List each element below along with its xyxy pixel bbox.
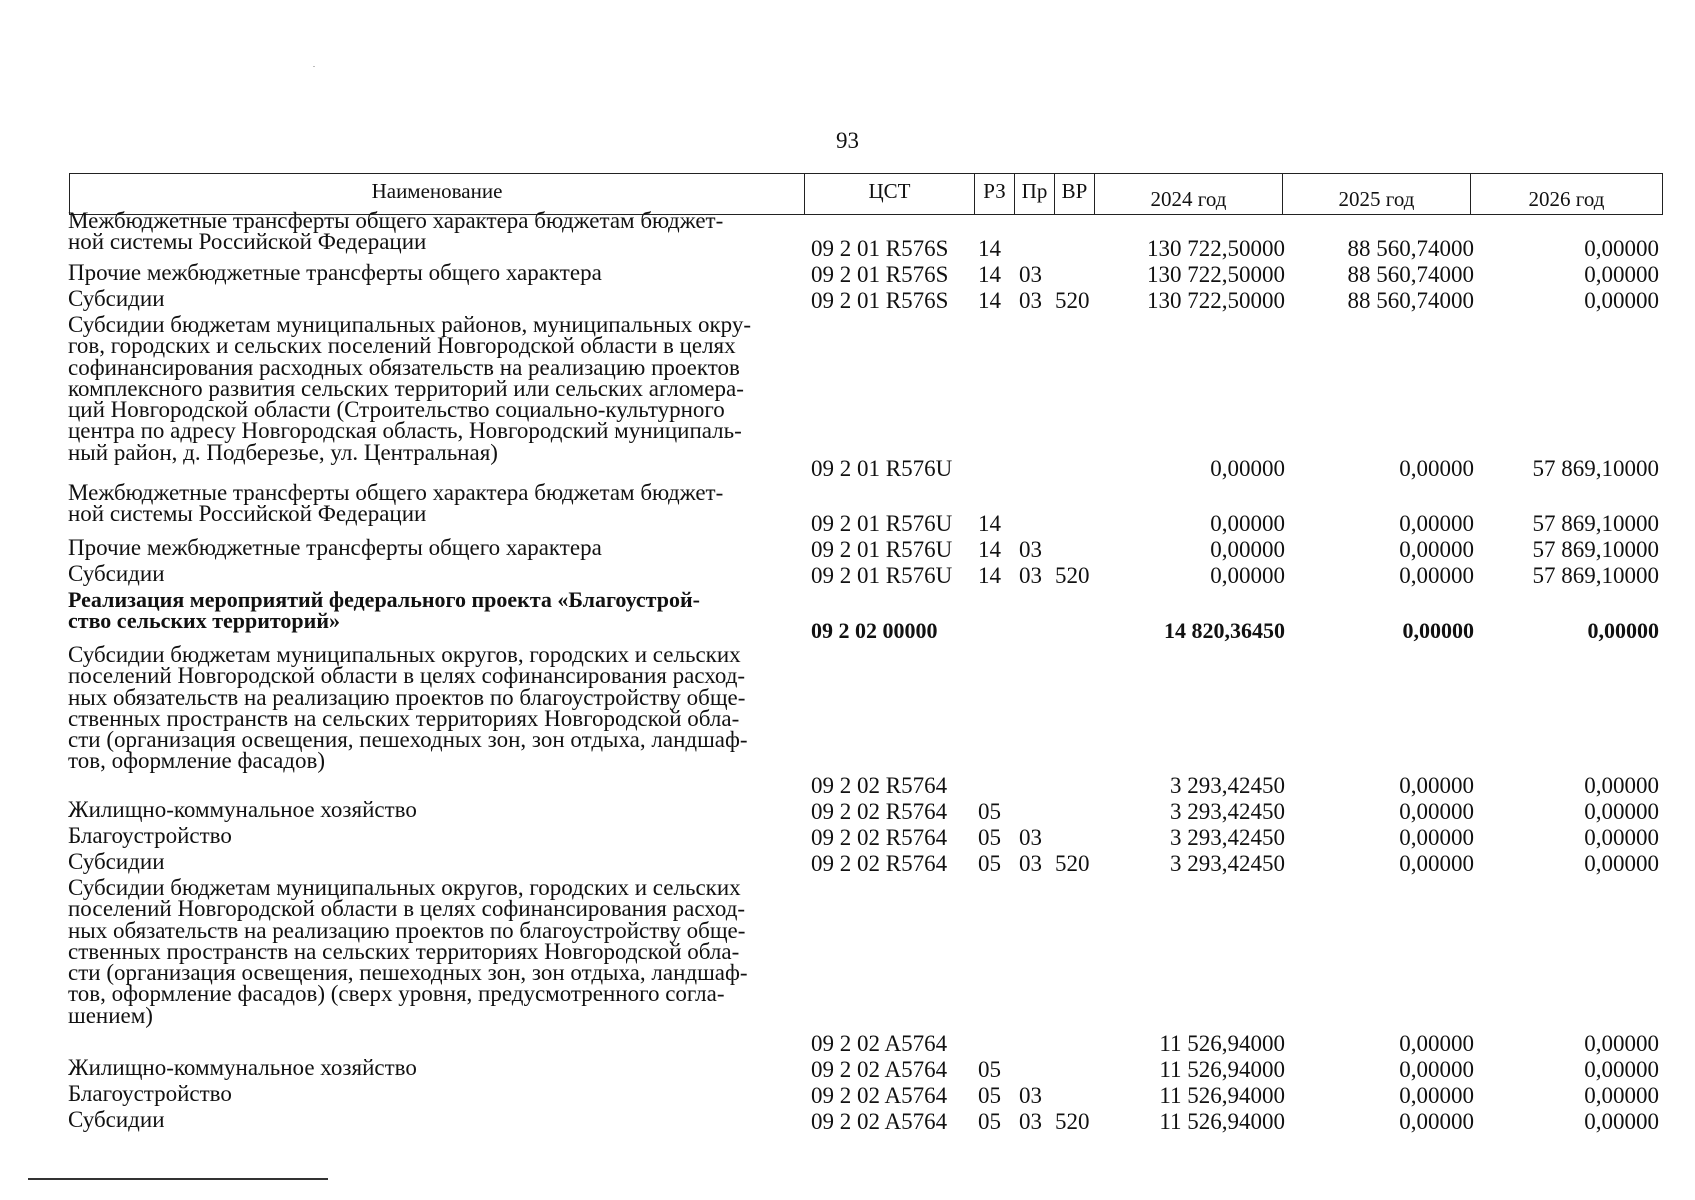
cell-y2024: 3 293,42450: [1170, 799, 1285, 824]
row-name: [68, 877, 798, 1026]
cell-y2025: 0,00000: [1399, 511, 1474, 536]
row-values: [0, 537, 1695, 563]
header-2024-label: 2024 год: [1150, 187, 1227, 211]
cell-rz: 05: [978, 799, 1001, 824]
cell-y2024: 11 526,94000: [1159, 1109, 1285, 1134]
cell-y2024: 3 293,42450: [1170, 851, 1285, 876]
cell-y2025: 0,00000: [1399, 563, 1474, 588]
row-name-line: Субсидии: [68, 1107, 165, 1132]
cell-rz: 14: [978, 537, 1001, 562]
cell-y2025: 0,00000: [1399, 851, 1474, 876]
row-name-line: тов, оформление фасадов): [68, 748, 326, 774]
row-name-line: Благоустройство: [68, 823, 232, 848]
cell-rz: 05: [978, 825, 1001, 850]
cell-cst: 09 2 02 A5764: [811, 1109, 948, 1134]
cell-pr: 03: [1019, 288, 1042, 313]
table-row: [0, 563, 1695, 589]
row-values: [0, 262, 1695, 288]
table-row: [0, 537, 1695, 563]
row-values: [0, 825, 1695, 851]
cell-y2024: 130 722,50000: [1147, 236, 1285, 261]
row-name-line: Субсидии: [68, 849, 165, 874]
header-rz-label: РЗ: [983, 179, 1006, 203]
table-row: [0, 825, 1695, 851]
cell-y2024: 11 526,94000: [1159, 1057, 1285, 1082]
cell-y2025: 88 560,74000: [1347, 262, 1474, 287]
row-name-line: Прочие межбюджетные трансферты общего характера: [68, 260, 602, 285]
cell-cst: 09 2 02 A5764: [811, 1057, 948, 1082]
row-values: [0, 563, 1695, 589]
cell-vr: 520: [1055, 1109, 1090, 1134]
cell-y2025: 0,00000: [1399, 799, 1474, 824]
cell-vr: 520: [1055, 563, 1090, 588]
cell-rz: 05: [978, 1057, 1001, 1082]
row-name-line: ственных пространств на сельских территориях Новгородской обла-: [68, 938, 740, 964]
cell-pr: 03: [1019, 537, 1042, 562]
cell-cst: 09 2 02 R5764: [811, 773, 948, 798]
cell-vr: 520: [1055, 288, 1090, 313]
row-name-line: поселений Новгородской области в целях софинансирования расход-: [68, 896, 746, 922]
row-values: [0, 1109, 1695, 1135]
table-row: [0, 482, 1695, 537]
cell-y2025: 0,00000: [1399, 1031, 1474, 1056]
cell-pr: 03: [1019, 262, 1042, 287]
row-name-line: Субсидии бюджетам муниципальных округов, городских и сельских: [68, 875, 741, 900]
cell-y2024: 11 526,94000: [1159, 1083, 1285, 1108]
cell-rz: 14: [978, 563, 1001, 588]
cell-y2026: 57 869,10000: [1532, 537, 1659, 562]
row-name-line: Субсидии: [68, 561, 165, 586]
cell-y2024: 14 820,36450: [1164, 618, 1285, 643]
table-row: [0, 262, 1695, 288]
cell-y2024: 0,00000: [1210, 563, 1285, 588]
cell-y2026: 57 869,10000: [1532, 456, 1659, 481]
cell-y2024: 0,00000: [1210, 537, 1285, 562]
row-name-line: ной системы Российской Федерации: [68, 229, 427, 255]
table-row: [0, 877, 1695, 1057]
cell-pr: 03: [1019, 851, 1042, 876]
row-values: [0, 618, 1695, 644]
cell-cst: 09 2 02 R5764: [811, 851, 948, 876]
cell-y2026: 0,00000: [1587, 618, 1659, 643]
cell-cst: 09 2 02 A5764: [811, 1083, 948, 1108]
row-name-line: центра по адресу Новгородская область, Новгородский муниципаль-: [68, 418, 742, 444]
cell-cst: 09 2 01 R576U: [811, 563, 953, 588]
header-pr-label: Пр: [1021, 179, 1048, 203]
cell-y2025: 0,00000: [1399, 1083, 1474, 1108]
row-name-line: ственных пространств на сельских территориях Новгородской обла-: [68, 705, 740, 731]
table-row: [0, 288, 1695, 314]
cell-y2025: 0,00000: [1399, 825, 1474, 850]
cell-y2026: 0,00000: [1584, 851, 1659, 876]
row-values: [0, 799, 1695, 825]
row-values: [0, 1083, 1695, 1109]
table-row: [0, 314, 1695, 482]
cell-y2025: 0,00000: [1399, 773, 1474, 798]
cell-y2024: 11 526,94000: [1159, 1031, 1285, 1056]
cell-y2025: 88 560,74000: [1347, 288, 1474, 313]
cell-rz: 14: [978, 511, 1001, 536]
cell-cst: 09 2 02 R5764: [811, 825, 948, 850]
cell-y2025: 0,00000: [1399, 1057, 1474, 1082]
cell-y2026: 0,00000: [1584, 288, 1659, 313]
row-name-line: ций Новгородской области (Строительство социально-культурного: [68, 397, 725, 423]
row-name-line: Межбюджетные трансферты общего характера бюджетам бюджет-: [68, 480, 724, 505]
row-name-line: Благоустройство: [68, 1081, 232, 1106]
row-name: [68, 314, 798, 463]
cell-y2025: 0,00000: [1399, 456, 1474, 481]
cell-cst: 09 2 01 R576S: [811, 288, 949, 313]
header-vr-label: ВР: [1061, 179, 1088, 203]
cell-rz: 14: [978, 236, 1001, 261]
row-name-line: софинансирования расходных обязательств на реализацию проектов: [68, 354, 740, 380]
cell-cst: 09 2 02 00000: [811, 618, 938, 643]
cell-y2026: 0,00000: [1584, 773, 1659, 798]
cell-pr: 03: [1019, 563, 1042, 588]
cell-y2026: 57 869,10000: [1532, 563, 1659, 588]
cell-y2026: 0,00000: [1584, 236, 1659, 261]
row-name-line: ных обязательств на реализацию проектов по благоустройству обще-: [68, 917, 746, 943]
cell-y2024: 0,00000: [1210, 511, 1285, 536]
row-values: [0, 1057, 1695, 1083]
row-values: [0, 851, 1695, 877]
cell-cst: 09 2 01 R576S: [811, 236, 949, 261]
cell-y2024: 130 722,50000: [1147, 262, 1285, 287]
cell-y2025: 88 560,74000: [1347, 236, 1474, 261]
cell-y2026: 0,00000: [1584, 1109, 1659, 1134]
row-values: [0, 236, 1695, 262]
row-name-line: сти (организация освещения, пешеходных зон, зон отдыха, ландшаф-: [68, 960, 748, 986]
cell-y2024: 3 293,42450: [1170, 825, 1285, 850]
row-values: [0, 773, 1695, 799]
row-name-line: Субсидии бюджетам муниципальных округов, городских и сельских: [68, 642, 741, 667]
row-name-line: Субсидии бюджетам муниципальных районов, муниципальных окру-: [68, 312, 752, 337]
table-row: [0, 589, 1695, 644]
table-row: [0, 1083, 1695, 1109]
cell-cst: 09 2 02 A5764: [811, 1031, 948, 1056]
row-name-line: тов, оформление фасадов) (сверх уровня, предусмотренного согла-: [68, 981, 725, 1007]
cell-cst: 09 2 01 R576U: [811, 511, 953, 536]
cell-pr: 03: [1019, 1109, 1042, 1134]
row-values: [0, 1031, 1695, 1057]
cell-y2025: 0,00000: [1399, 1109, 1474, 1134]
cell-cst: 09 2 01 R576U: [811, 537, 953, 562]
cell-vr: 520: [1055, 851, 1090, 876]
row-name-line: Субсидии: [68, 286, 165, 311]
cell-rz: 14: [978, 262, 1001, 287]
row-name-line: Межбюджетные трансферты общего характера бюджетам бюджет-: [68, 208, 724, 233]
cell-rz: 05: [978, 1083, 1001, 1108]
header-2025-label: 2025 год: [1338, 187, 1415, 211]
cell-y2026: 0,00000: [1584, 1031, 1659, 1056]
cell-pr: 03: [1019, 825, 1042, 850]
row-values: [0, 511, 1695, 537]
cell-y2025: 0,00000: [1402, 618, 1474, 643]
cell-y2024: 130 722,50000: [1147, 288, 1285, 313]
cell-rz: 05: [978, 1109, 1001, 1134]
cell-rz: 05: [978, 851, 1001, 876]
cell-y2026: 0,00000: [1584, 825, 1659, 850]
row-name: [68, 644, 798, 772]
footer-rule: [28, 1178, 328, 1180]
cell-pr: 03: [1019, 1083, 1042, 1108]
cell-y2026: 57 869,10000: [1532, 511, 1659, 536]
cell-y2026: 0,00000: [1584, 1083, 1659, 1108]
row-name-line: ный район, д. Подберезье, ул. Центральная): [68, 439, 498, 465]
table-row: [0, 644, 1695, 799]
table-row: [0, 210, 1695, 262]
row-values: [0, 456, 1695, 482]
row-name-line: гов, городских и сельских поселений Новгородской области в целях: [68, 333, 736, 359]
row-name-line: сти (организация освещения, пешеходных зон, зон отдыха, ландшаф-: [68, 727, 748, 753]
row-name-line: ных обязательств на реализацию проектов по благоустройству обще-: [68, 684, 746, 710]
row-name-line: Прочие межбюджетные трансферты общего характера: [68, 535, 602, 560]
cell-y2024: 0,00000: [1210, 456, 1285, 481]
row-name-line: ство сельских территорий»: [68, 608, 341, 634]
table-row: [0, 1057, 1695, 1083]
cell-y2026: 0,00000: [1584, 1057, 1659, 1082]
cell-y2024: 3 293,42450: [1170, 773, 1285, 798]
cell-rz: 14: [978, 288, 1001, 313]
table-row: [0, 1109, 1695, 1135]
cell-cst: 09 2 02 R5764: [811, 799, 948, 824]
header-cst-label: ЦСТ: [868, 179, 911, 203]
header-2026-label: 2026 год: [1528, 187, 1605, 211]
cell-y2026: 0,00000: [1584, 262, 1659, 287]
table-row: [0, 851, 1695, 877]
cell-cst: 09 2 01 R576U: [811, 456, 953, 481]
row-values: [0, 288, 1695, 314]
row-name-line: поселений Новгородской области в целях софинансирования расход-: [68, 663, 746, 689]
row-name-line: комплексного развития сельских территорий или сельских агломера-: [68, 375, 744, 401]
row-name-line: Жилищно-коммунальное хозяйство: [68, 1055, 417, 1080]
row-name-line: Жилищно-коммунальное хозяйство: [68, 797, 417, 822]
header-name-label: Наименование: [371, 179, 503, 203]
page-number: 93: [836, 128, 859, 153]
cell-cst: 09 2 01 R576S: [811, 262, 949, 287]
row-name-line: шением): [68, 1002, 153, 1028]
table-row: [0, 799, 1695, 825]
cell-y2026: 0,00000: [1584, 799, 1659, 824]
row-name-line: Реализация мероприятий федерального проекта «Благоустрой-: [68, 587, 700, 612]
cell-y2025: 0,00000: [1399, 537, 1474, 562]
row-name-line: ной системы Российской Федерации: [68, 501, 427, 527]
